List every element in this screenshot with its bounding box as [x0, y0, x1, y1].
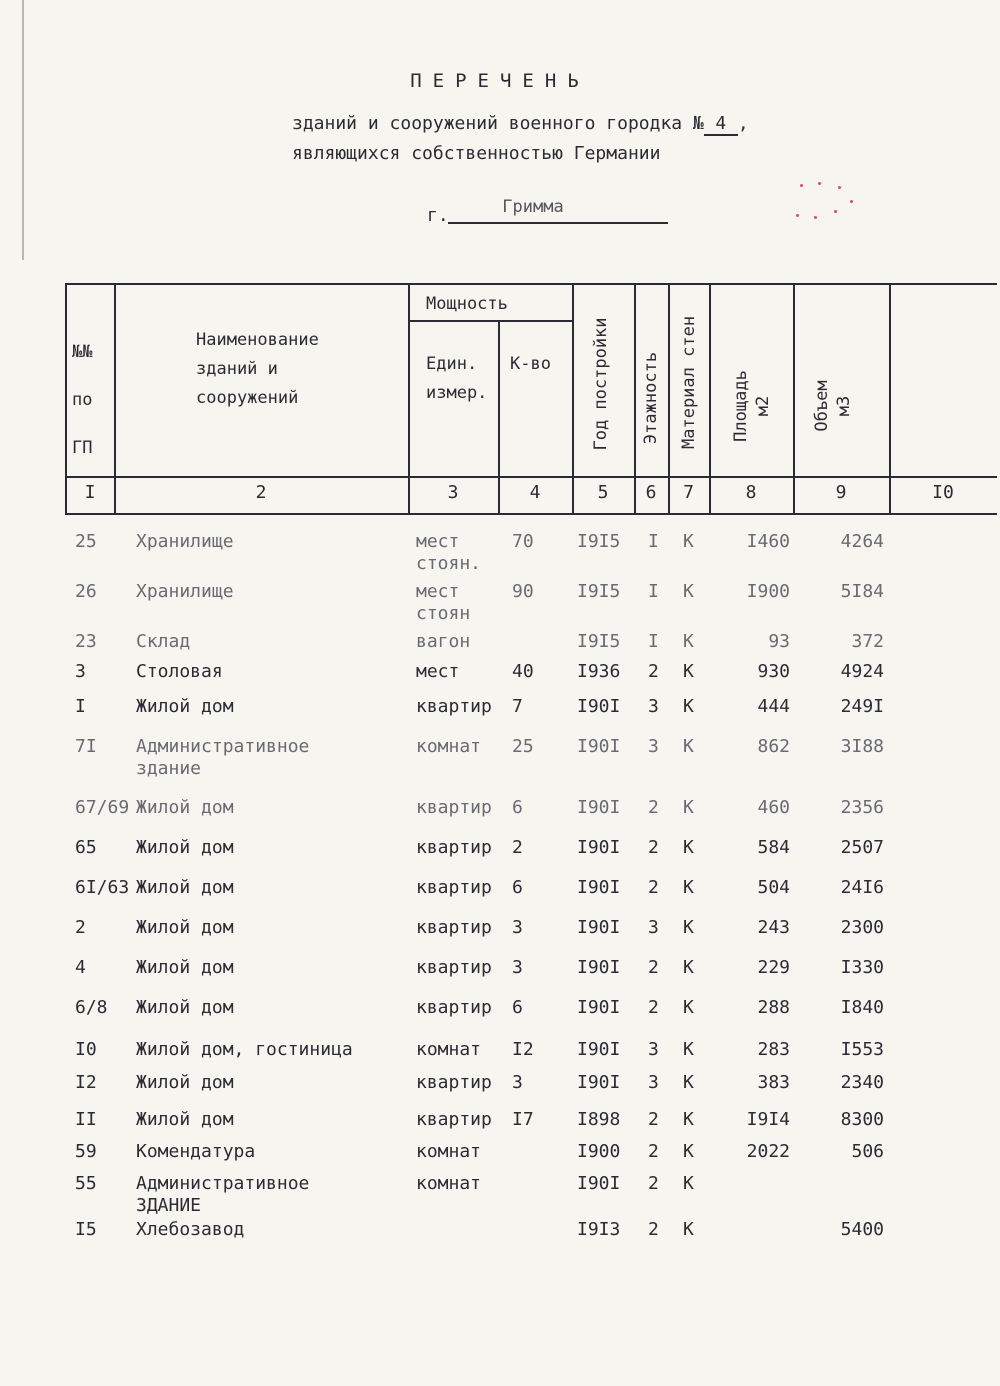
red-stamp-marks: [790, 180, 870, 220]
row-wall-material: К: [683, 1141, 694, 1162]
col-header-qty: К-во: [510, 354, 551, 374]
row-floors: 2: [648, 1109, 659, 1130]
row-wall-material: К: [683, 837, 694, 858]
row-volume: I553: [840, 1039, 884, 1060]
row-floors: 3: [648, 1039, 659, 1060]
row-floors: I: [648, 631, 659, 652]
row-quantity: 3: [512, 1072, 523, 1093]
col-border: [572, 283, 574, 515]
row-year-built: I900: [577, 1141, 621, 1162]
row-wall-material: К: [683, 1173, 694, 1194]
row-volume: 24I6: [840, 877, 884, 898]
header-top-border: [65, 283, 997, 285]
row-gp-number: 25: [75, 531, 97, 552]
row-unit: квартир: [416, 696, 492, 717]
table-row: [0, 1071, 1000, 1111]
row-building-name: Жилой дом, гостиница: [136, 1039, 353, 1060]
col-border: [498, 320, 500, 515]
row-volume: 2300: [840, 917, 884, 938]
row-quantity: 3: [512, 917, 523, 938]
col-header-name: [196, 326, 319, 413]
row-floors: 2: [648, 877, 659, 898]
table-row: [0, 580, 1000, 624]
row-quantity: 70: [512, 531, 534, 552]
row-unit: комнат: [416, 1173, 482, 1194]
subtitle-text-1: зданий и сооружений военного городка №: [292, 113, 704, 134]
row-wall-material: К: [683, 877, 694, 898]
row-unit: комнат: [416, 736, 482, 757]
row-wall-material: К: [683, 1109, 694, 1130]
row-year-built: I90I: [577, 997, 621, 1018]
row-floors: 3: [648, 736, 659, 757]
col-header-unit-l2: измер.: [426, 383, 488, 403]
row-wall-material: К: [683, 531, 694, 552]
row-unit: квартир: [416, 1072, 492, 1093]
row-building-name: Столовая: [136, 661, 223, 682]
col-header-material: Материал стен: [679, 315, 699, 449]
row-gp-number: I0: [75, 1039, 97, 1060]
table-row: [0, 530, 1000, 574]
row-unit: мест: [416, 531, 460, 552]
row-year-built: I90I: [577, 1072, 621, 1093]
row-wall-material: К: [683, 917, 694, 938]
row-quantity: I2: [512, 1039, 534, 1060]
row-area: 229: [757, 957, 790, 978]
row-building-name: Жилой дом: [136, 877, 234, 898]
col-border: [668, 283, 670, 515]
row-quantity: 2: [512, 837, 523, 858]
row-gp-number: 4: [75, 957, 86, 978]
row-volume: 3I88: [840, 736, 884, 757]
row-volume: 5I84: [840, 581, 884, 602]
col-header-power: Мощность: [426, 294, 508, 314]
row-floors: 2: [648, 837, 659, 858]
row-wall-material: К: [683, 631, 694, 652]
row-quantity: 25: [512, 736, 534, 757]
row-building-name: Хранилище: [136, 531, 234, 552]
row-building-name: Административное: [136, 1173, 310, 1194]
table-row: [0, 876, 1000, 916]
col-header-volume-l2: м3: [834, 395, 854, 417]
table-row: [0, 735, 1000, 779]
table-row: [0, 996, 1000, 1036]
row-wall-material: К: [683, 1039, 694, 1060]
row-gp-number: 6/8: [75, 997, 108, 1018]
row-unit: квартир: [416, 997, 492, 1018]
row-year-built: I90I: [577, 1039, 621, 1060]
row-building-name: ЗДАНИЕ: [136, 1195, 202, 1216]
row-area: I9I4: [746, 1109, 790, 1130]
row-area: 444: [757, 696, 790, 717]
row-building-name: Жилой дом: [136, 957, 234, 978]
row-year-built: I90I: [577, 917, 621, 938]
row-wall-material: К: [683, 957, 694, 978]
row-area: 288: [757, 997, 790, 1018]
row-volume: I330: [840, 957, 884, 978]
row-volume: 249I: [840, 696, 884, 717]
row-floors: 2: [648, 957, 659, 978]
col-number: I: [84, 482, 96, 503]
subtitle-line-2: являющихся собственностью Германии: [292, 143, 661, 164]
header-mid-border: [65, 476, 997, 478]
row-year-built: I90I: [577, 877, 621, 898]
row-area: 93: [768, 631, 790, 652]
row-unit: вагон: [416, 631, 471, 652]
col-header-unit: [426, 350, 487, 408]
row-unit: стоян.: [416, 553, 482, 574]
col-header-num-l3: ГП: [72, 438, 93, 458]
row-year-built: I90I: [577, 696, 621, 717]
subtitle-line-1: [292, 113, 749, 136]
row-gp-number: 26: [75, 581, 97, 602]
row-volume: 372: [851, 631, 884, 652]
row-volume: 506: [851, 1141, 884, 1162]
row-wall-material: К: [683, 1072, 694, 1093]
col-header-volume-l1: Объем: [812, 380, 832, 432]
row-unit: стоян: [416, 603, 471, 624]
row-floors: 2: [648, 1219, 659, 1240]
col-number: 2: [255, 482, 267, 503]
col-header-area: [730, 356, 774, 456]
col-header-area-l2: м2: [753, 395, 773, 417]
row-wall-material: К: [683, 736, 694, 757]
table-row: [0, 956, 1000, 996]
row-building-name: Жилой дом: [136, 997, 234, 1018]
row-volume: I840: [840, 997, 884, 1018]
row-year-built: I9I5: [577, 631, 621, 652]
row-volume: 4264: [840, 531, 884, 552]
col-number: 8: [745, 482, 757, 503]
row-volume: 2507: [840, 837, 884, 858]
table-row: [0, 916, 1000, 956]
col-header-name-l2: зданий и: [196, 359, 278, 379]
row-wall-material: К: [683, 797, 694, 818]
col-number: 6: [645, 482, 657, 503]
row-volume: 5400: [840, 1219, 884, 1240]
row-floors: 2: [648, 997, 659, 1018]
row-unit: квартир: [416, 957, 492, 978]
row-area: 283: [757, 1039, 790, 1060]
row-building-name: Жилой дом: [136, 1109, 234, 1130]
col-header-num: [72, 328, 108, 472]
row-area: 2022: [746, 1141, 790, 1162]
col-border: [634, 283, 636, 515]
document-title: ПЕРЕЧЕНЬ: [410, 70, 590, 92]
row-floors: 2: [648, 797, 659, 818]
row-area: I460: [746, 531, 790, 552]
col-border: [114, 283, 116, 515]
row-year-built: I9I5: [577, 581, 621, 602]
col-header-floors: Этажность: [641, 351, 661, 445]
row-gp-number: 55: [75, 1173, 97, 1194]
col-header-area-l1: Площадь: [731, 370, 751, 442]
row-wall-material: К: [683, 997, 694, 1018]
row-gp-number: I: [75, 696, 86, 717]
row-unit: мест: [416, 581, 460, 602]
row-unit: комнат: [416, 1039, 482, 1060]
row-gp-number: I5: [75, 1219, 97, 1240]
table-row: [0, 796, 1000, 836]
row-floors: 3: [648, 696, 659, 717]
header-bottom-border: [65, 513, 997, 515]
row-unit: комнат: [416, 1141, 482, 1162]
row-building-name: Жилой дом: [136, 797, 234, 818]
row-quantity: 90: [512, 581, 534, 602]
row-area: 460: [757, 797, 790, 818]
subtitle-comma: ,: [737, 113, 749, 134]
row-year-built: I90I: [577, 797, 621, 818]
col-header-unit-l1: Един.: [426, 354, 478, 374]
row-quantity: 6: [512, 797, 523, 818]
row-floors: 3: [648, 917, 659, 938]
row-volume: 8300: [840, 1109, 884, 1130]
row-quantity: 6: [512, 877, 523, 898]
row-area: 584: [757, 837, 790, 858]
city-underline: [448, 222, 668, 224]
row-unit: мест: [416, 661, 460, 682]
row-volume: 2340: [840, 1072, 884, 1093]
row-wall-material: К: [683, 1219, 694, 1240]
row-floors: I: [648, 581, 659, 602]
row-building-name: Жилой дом: [136, 837, 234, 858]
row-year-built: I90I: [577, 736, 621, 757]
row-gp-number: 3: [75, 661, 86, 682]
table-row: [0, 836, 1000, 876]
row-floors: 2: [648, 1173, 659, 1194]
row-area: 930: [757, 661, 790, 682]
row-volume: 2356: [840, 797, 884, 818]
row-year-built: I936: [577, 661, 621, 682]
city-name: Гримма: [502, 197, 564, 217]
row-building-name: Комендатура: [136, 1141, 256, 1162]
col-header-name-l1: Наименование: [196, 330, 319, 350]
table-row: [0, 1218, 1000, 1258]
row-quantity: 3: [512, 957, 523, 978]
row-year-built: I898: [577, 1109, 621, 1130]
row-volume: 4924: [840, 661, 884, 682]
row-gp-number: 7I: [75, 736, 97, 757]
row-year-built: I9I5: [577, 531, 621, 552]
col-number: 9: [835, 482, 847, 503]
row-gp-number: 65: [75, 837, 97, 858]
row-unit: квартир: [416, 877, 492, 898]
row-quantity: 40: [512, 661, 534, 682]
power-divider: [410, 320, 574, 322]
col-header-num-l1: №№: [72, 342, 93, 362]
gorodok-number: 4: [704, 113, 738, 136]
row-floors: 2: [648, 1141, 659, 1162]
row-building-name: Жилой дом: [136, 1072, 234, 1093]
row-floors: I: [648, 531, 659, 552]
city-prefix: г.: [427, 205, 449, 226]
row-year-built: I90I: [577, 837, 621, 858]
row-gp-number: 59: [75, 1141, 97, 1162]
col-header-volume: [811, 366, 855, 446]
col-number: 7: [683, 482, 694, 503]
col-border: [889, 283, 891, 515]
row-gp-number: 23: [75, 631, 97, 652]
row-wall-material: К: [683, 661, 694, 682]
col-number: I0: [932, 482, 954, 503]
col-border: [709, 283, 711, 515]
row-area: 862: [757, 736, 790, 757]
row-year-built: I90I: [577, 957, 621, 978]
col-border: [793, 283, 795, 515]
row-quantity: 6: [512, 997, 523, 1018]
row-area: 243: [757, 917, 790, 938]
row-gp-number: 6I/63: [75, 877, 130, 898]
row-year-built: I9I3: [577, 1219, 621, 1240]
row-floors: 3: [648, 1072, 659, 1093]
row-unit: квартир: [416, 917, 492, 938]
col-number: 3: [447, 482, 459, 503]
row-building-name: Хранилище: [136, 581, 234, 602]
page-edge-line: [22, 0, 24, 260]
row-year-built: I90I: [577, 1173, 621, 1194]
table-row: [0, 660, 1000, 700]
row-wall-material: К: [683, 581, 694, 602]
col-border: [65, 283, 67, 515]
row-unit: квартир: [416, 837, 492, 858]
col-number: 5: [597, 482, 609, 503]
row-unit: квартир: [416, 1109, 492, 1130]
row-building-name: здание: [136, 758, 202, 779]
row-wall-material: К: [683, 696, 694, 717]
row-area: 383: [757, 1072, 790, 1093]
col-number: 4: [529, 482, 541, 503]
row-building-name: Склад: [136, 631, 191, 652]
col-header-year: Год постройки: [591, 317, 611, 451]
row-floors: 2: [648, 661, 659, 682]
table-row: [0, 695, 1000, 735]
row-quantity: I7: [512, 1109, 534, 1130]
row-building-name: Жилой дом: [136, 917, 234, 938]
row-quantity: 7: [512, 696, 523, 717]
row-gp-number: II: [75, 1109, 97, 1130]
row-gp-number: 67/69: [75, 797, 130, 818]
row-area: I900: [746, 581, 790, 602]
col-header-name-l3: сооружений: [196, 388, 299, 408]
row-gp-number: I2: [75, 1072, 97, 1093]
col-header-num-l2: по: [72, 390, 93, 410]
col-border: [408, 283, 410, 515]
row-gp-number: 2: [75, 917, 86, 938]
row-building-name: Хлебозавод: [136, 1219, 245, 1240]
row-building-name: Жилой дом: [136, 696, 234, 717]
table-row: [0, 1172, 1000, 1216]
row-area: 504: [757, 877, 790, 898]
row-unit: квартир: [416, 797, 492, 818]
row-building-name: Административное: [136, 736, 310, 757]
